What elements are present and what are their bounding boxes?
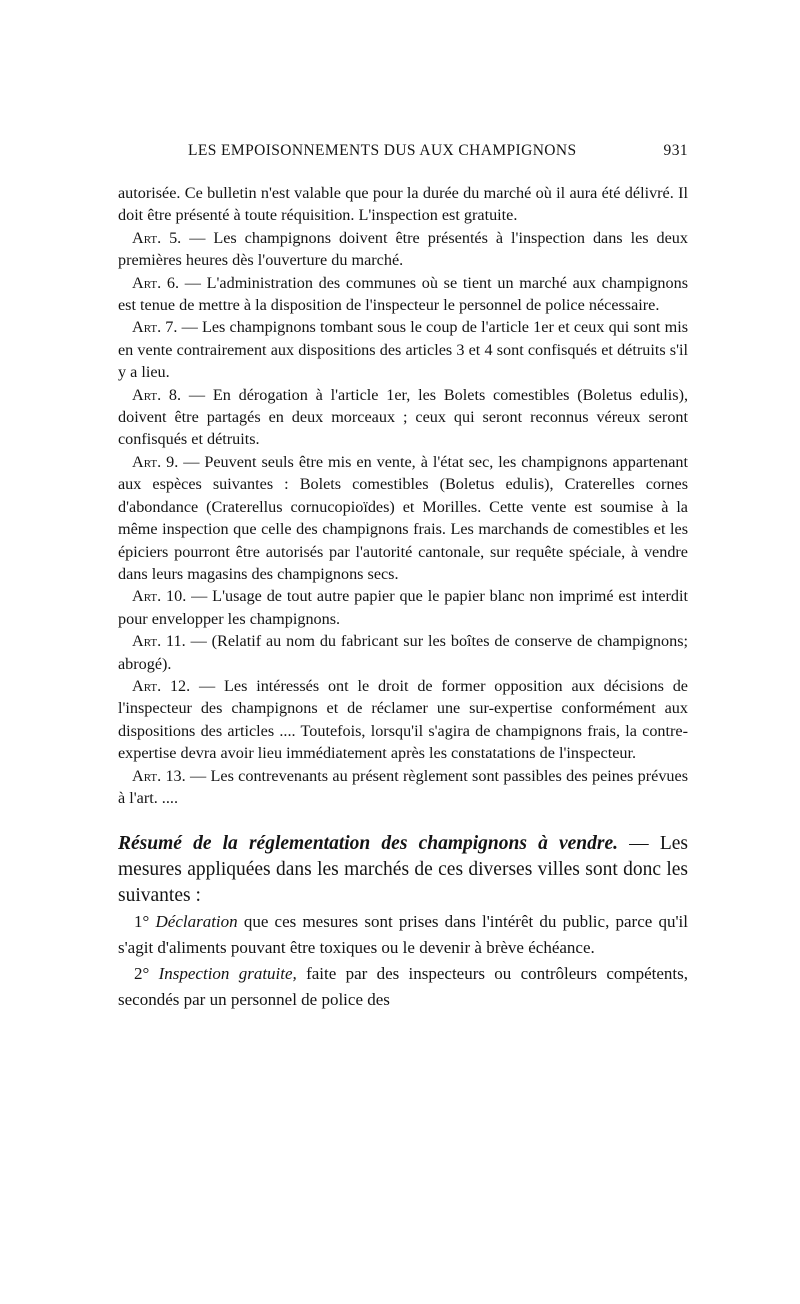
regulation-text xyxy=(118,182,688,809)
article-12: Art. 12. — Les intéressés ont le droit de former opposition aux décisions de l'inspecteur des champignons et de réclamer une sur-expertise conformément aux dispositions des articles .... Toutefois, lorsqu'il s'agira de champignons frais, la contre-expertise devra avoir lieu immédiatement après les constatations de l'inspecteur. xyxy=(118,676,688,763)
article-label: Art. 11. xyxy=(132,632,186,651)
section-summary xyxy=(118,831,688,909)
page xyxy=(118,142,688,1013)
article-5: Art. 5. — Les champignons doivent être présentés à l'inspection dans les deux premières heures dès l'ouverture du marché. xyxy=(118,228,688,270)
article-9: Art. 9. — Peuvent seuls être mis en vente, à l'état sec, les champignons appartenant aux espèces suivantes : Bolets comestibles (Boletus edulis), Craterelles cornes d'abondance (Craterellus cornucopioïdes) et Morilles. Cette vente est soumise à la même inspection que celle des champignons frais. Les marchands de comestibles et les épiciers pourront être autorisés par l'autorité cantonale, sur requête spéciale, à vendre dans leurs magasins des champignons secs. xyxy=(118,452,688,583)
page-number: 931 xyxy=(663,142,688,159)
measure-item-2: 2° Inspection gratuite, faite par des inspecteurs ou contrôleurs compétents, secondés par un personnel de police des xyxy=(118,964,689,1010)
article-label: Art. 5. xyxy=(132,228,182,247)
article-13: Art. 13. — Les contrevenants au présent règlement sont passibles des peines prévues à l'art. .... xyxy=(118,766,688,807)
article-label: Art. 7. xyxy=(132,318,178,337)
article-label: Art. 6. xyxy=(132,273,179,292)
running-title: LES EMPOISONNEMENTS DUS AUX CHAMPIGNONS xyxy=(188,142,577,159)
section-intro: — Les mesures appliquées dans les marchés de ces diverses villes sont donc les suivantes : xyxy=(118,833,688,907)
article-label: Art. 8. xyxy=(132,385,182,404)
article-11: Art. 11. — (Relatif au nom du fabricant sur les boîtes de conserve de champignons; abrogé). xyxy=(118,632,688,673)
article-label: Art. 13. xyxy=(132,766,186,785)
measure-term: Inspection gratuite, xyxy=(158,964,297,984)
section-heading: Résumé de la réglementation des champignons à vendre. xyxy=(118,833,619,855)
article-label: Art. 12. xyxy=(132,676,191,695)
running-header xyxy=(118,142,688,160)
measure-term: Déclaration xyxy=(155,912,238,932)
article-8: Art. 8. — En dérogation à l'article 1er, les Bolets comestibles (Boletus edulis), doivent être partagés en deux morceaux ; ceux qui seront reconnus véreux seront confisqués et détruits. xyxy=(118,385,689,449)
article-label: Art. 9. xyxy=(132,452,179,471)
article-6: Art. 6. — L'administration des communes où se tient un marché aux champignons est tenue de mettre à la disposition de l'inspecteur le personnel de police nécessaire. xyxy=(118,273,689,315)
article-7: Art. 7. — Les champignons tombant sous le coup de l'article 1er et ceux qui sont mis en vente contrairement aux dispositions des articles 3 et 4 sont confisqués et détruits s'il y a lieu. xyxy=(118,318,688,382)
paragraph-continuation: autorisée. Ce bulletin n'est valable que pour la durée du marché où il aura été délivré. Il doit être présenté à toute réquisition. L'inspection est gratuite. xyxy=(118,184,688,225)
article-10: Art. 10. — L'usage de tout autre papier que le papier blanc non imprimé est interdit pour envelopper les champignons. xyxy=(118,587,688,628)
measure-item-1: 1° Déclaration que ces mesures sont prises dans l'intérêt du public, parce qu'il s'agit d'aliments pouvant être toxiques ou le devenir à brève échéance. xyxy=(118,912,688,958)
measures-list xyxy=(118,909,688,1013)
article-label: Art. 10. xyxy=(132,587,187,606)
